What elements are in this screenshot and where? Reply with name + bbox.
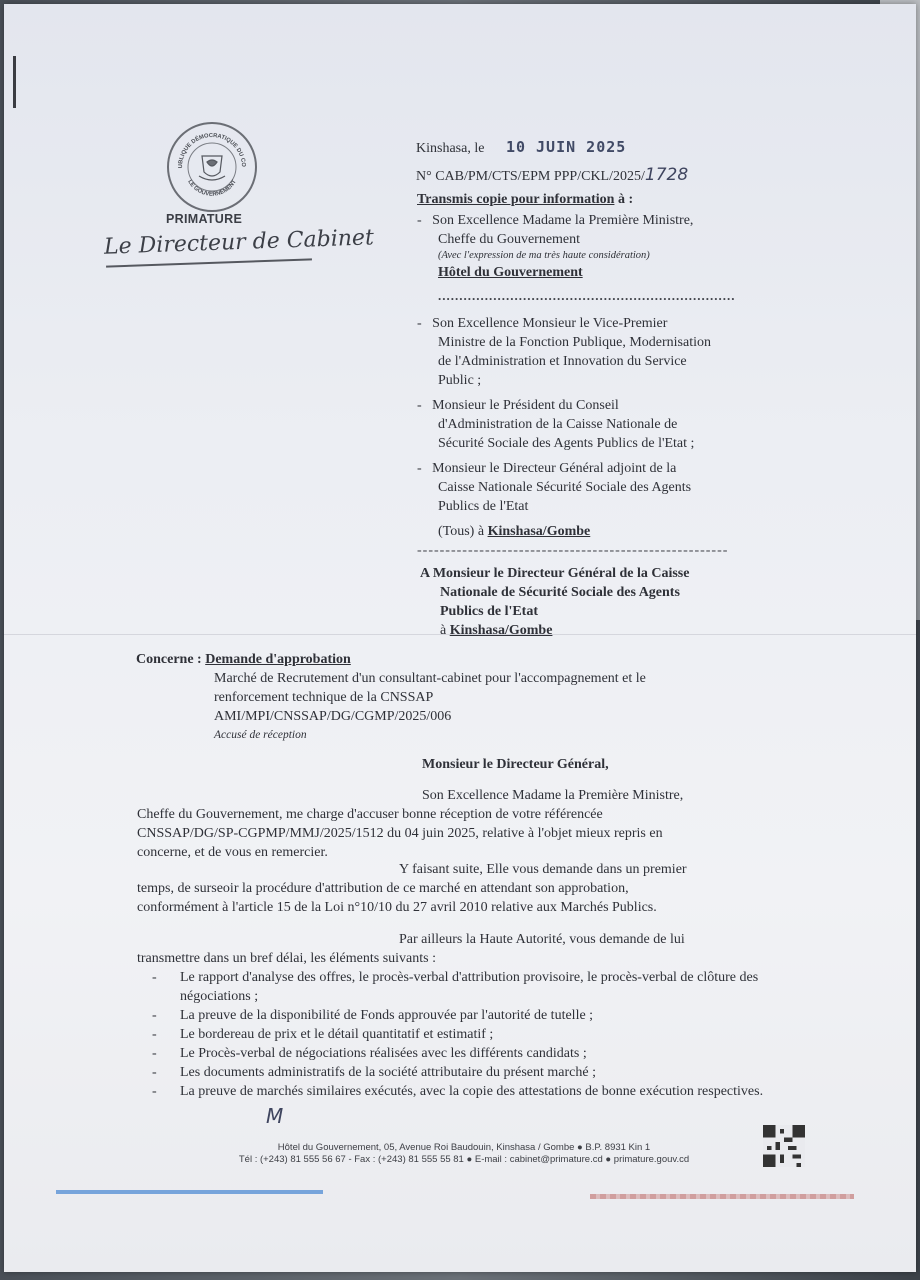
copy-item-4-line1: Monsieur le Directeur Général adjoint de la — [432, 461, 677, 476]
letter-page — [4, 4, 916, 1272]
copy-tous — [417, 522, 762, 541]
decorative-blue-stripe — [56, 1190, 323, 1194]
copy-item-4-line2: Caisse Nationale Sécurité Sociale des Agents — [438, 480, 692, 495]
copy-item-1-line1: Son Excellence Madame la Première Ministre, — [432, 213, 694, 228]
copy-heading-text: Transmis copie pour information — [417, 192, 615, 207]
p1-line4: concerne, et de vous en remercier. — [137, 845, 328, 860]
seal-top-text: UBLIQUE DÉMOCRATIQUE DU CO — [177, 132, 247, 169]
footer-line1: Hôtel du Gouvernement, 05, Avenue Roi Baudouin, Kinshasa / Gombe ● B.P. 8931 Kin 1 — [277, 1142, 651, 1153]
copy-item-2-line4: Public ; — [438, 373, 482, 388]
handwritten-initials: M — [266, 1104, 284, 1128]
copy-item-1-note: (Avec l'expression de ma très haute considération) — [438, 250, 650, 261]
recipient-place-name: Kinshasa/Gombe — [449, 623, 553, 638]
list-item: - La preuve de la disponibilité de Fonds approuvée par l'autorité de tutelle ; — [152, 1008, 594, 1023]
directeur-cabinet-title: Le Directeur de Cabinet — [103, 225, 375, 260]
concerne-line2: renforcement technique de la CNSSAP — [214, 690, 434, 705]
list-item: - La preuve de marchés similaires exécutés, avec la copie des attestations de bonne exécution respectives. — [152, 1084, 764, 1099]
recipient-line1: A Monsieur le Directeur Général de la Caisse — [420, 566, 690, 581]
coat-of-arms-icon — [199, 156, 225, 180]
footer-line2: Tél : (+243) 81 555 56 67 - Fax : (+243) 81 555 55 81 ● E-mail : cabinet@primature.cd ● primature.gouv.cd — [238, 1154, 690, 1165]
copy-heading — [417, 190, 633, 209]
qr-code-icon — [763, 1125, 805, 1167]
svg-text:LE GOUVERNEMENT — [186, 179, 238, 198]
concerne-label: Concerne : — [136, 652, 206, 667]
dotted-separator: ...................................................................... — [438, 288, 736, 303]
concerne-line3: AMI/MPI/CNSSAP/DG/CGMP/2025/006 — [214, 709, 452, 724]
list-item: - Le rapport d'analyse des offres, le procès-verbal d'attribution provisoire, le procès-verbal de clôture des négociations ; — [152, 968, 772, 1006]
p3-line2: transmettre dans un bref délai, les éléments suivants : — [137, 951, 436, 966]
copy-item-2-line3: de l'Administration et Innovation du Service — [438, 354, 687, 369]
reference-prefix: N° CAB/PM/CTS/EPM PPP/CKL/2025/ — [416, 169, 645, 184]
requirement-item: La preuve de marchés similaires exécutés, avec la copie des attestations de bonne exécution respectives. — [180, 1084, 764, 1099]
dashed-separator: ------------------------------------------------------- — [417, 543, 729, 558]
reference-handwritten: 1728 — [644, 165, 689, 185]
copy-item-1-place: Hôtel du Gouvernement — [438, 265, 583, 280]
requirements-list — [152, 968, 772, 1101]
concerne-title: Demande d'approbation — [205, 652, 351, 667]
salutation: Monsieur le Directeur Général, — [422, 757, 609, 772]
requirement-item: Le rapport d'analyse des offres, le procès-verbal d'attribution provisoire, le procès-verbal de clôture des négociations ; — [180, 970, 759, 1004]
p2-line1: Y faisant suite, Elle vous demande dans un premier — [399, 862, 687, 877]
concerne-line4: Accusé de réception — [214, 729, 307, 741]
copy-list — [417, 211, 762, 305]
government-seal — [167, 122, 257, 212]
copy-heading-suffix: à : — [614, 192, 634, 207]
list-item: - Monsieur le Président du Conseil — [417, 398, 619, 413]
list-item: - Le bordereau de prix et le détail quantitatif et estimatif ; — [152, 1027, 494, 1042]
list-item: - Monsieur le Directeur Général adjoint de la — [417, 461, 677, 476]
list-item: - Son Excellence Monsieur le Vice-Premier — [417, 316, 668, 331]
dateline — [416, 138, 626, 158]
p1-line3: CNSSAP/DG/SP-CGPMP/MMJ/2025/1512 du 04 juin 2025, relative à l'objet mieux repris en — [137, 826, 663, 841]
primature-label: PRIMATURE — [166, 212, 243, 226]
binding-mark — [13, 56, 16, 108]
reference-number — [416, 166, 688, 186]
list-item: - Son Excellence Madame la Première Ministre, — [417, 213, 694, 228]
list-item: - Le Procès-verbal de négociations réalisées avec les différents candidats ; — [152, 1046, 587, 1061]
footer — [204, 1142, 724, 1166]
p1-line1: Son Excellence Madame la Première Ministre, — [422, 788, 684, 803]
concerne-line1: Marché de Recrutement d'un consultant-cabinet pour l'accompagnement et le — [214, 671, 646, 686]
copy-item-2-line2: Ministre de la Fonction Publique, Modernisation — [438, 335, 711, 350]
p3-line1: Par ailleurs la Haute Autorité, vous demande de lui — [399, 932, 685, 947]
seal-bottom-text: LE GOUVERNEMENT — [186, 179, 238, 198]
concerne-block — [136, 650, 766, 745]
decorative-red-stripe — [590, 1194, 854, 1199]
copy-item-3-line2: d'Administration de la Caisse Nationale de — [438, 417, 678, 432]
list-item: - Les documents administratifs de la société attributaire du présent marché ; — [152, 1065, 596, 1080]
copy-list-2 — [417, 314, 762, 560]
recipient-place-prefix: à — [440, 623, 450, 638]
copy-item-3-line1: Monsieur le Président du Conseil — [432, 398, 619, 413]
recipient-place — [420, 621, 765, 640]
requirement-item: Les documents administratifs de la société attributaire du présent marché ; — [180, 1065, 596, 1080]
copy-item-1-line2: Cheffe du Gouvernement — [438, 232, 581, 247]
requirement-item: Le bordereau de prix et le détail quantitatif et estimatif ; — [180, 1027, 494, 1042]
copy-item-4-line3: Publics de l'Etat — [438, 499, 529, 514]
copy-item-2-line1: Son Excellence Monsieur le Vice-Premier — [432, 316, 668, 331]
copy-tous-prefix: (Tous) à — [438, 524, 488, 539]
copy-item-3-line3: Sécurité Sociale des Agents Publics de l'Etat ; — [438, 436, 695, 451]
recipient-line3: Publics de l'Etat — [440, 604, 539, 619]
copy-tous-place: Kinshasa/Gombe — [487, 524, 591, 539]
requirement-item: Le Procès-verbal de négociations réalisées avec les différents candidats ; — [180, 1046, 587, 1061]
p2-line2: temps, de surseoir la procédure d'attribution de ce marché en attendant son approbation, — [137, 881, 629, 896]
paragraph-3 — [137, 930, 767, 968]
title-underline — [106, 258, 312, 267]
recipient-line2: Nationale de Sécurité Sociale des Agents — [440, 585, 680, 600]
paragraph-2 — [137, 860, 767, 917]
dateline-place: Kinshasa, le — [416, 141, 485, 156]
p2-line3: conformément à l'article 15 de la Loi n°10/10 du 27 avril 2010 relative aux Marchés Publics. — [137, 900, 657, 915]
requirement-item: La preuve de la disponibilité de Fonds approuvée par l'autorité de tutelle ; — [180, 1008, 594, 1023]
recipient-block — [420, 564, 765, 640]
date-stamp: 10 JUIN 2025 — [505, 138, 627, 156]
paragraph-1 — [137, 786, 767, 862]
p1-line2: Cheffe du Gouvernement, me charge d'accuser bonne réception de votre référencée — [137, 807, 603, 822]
